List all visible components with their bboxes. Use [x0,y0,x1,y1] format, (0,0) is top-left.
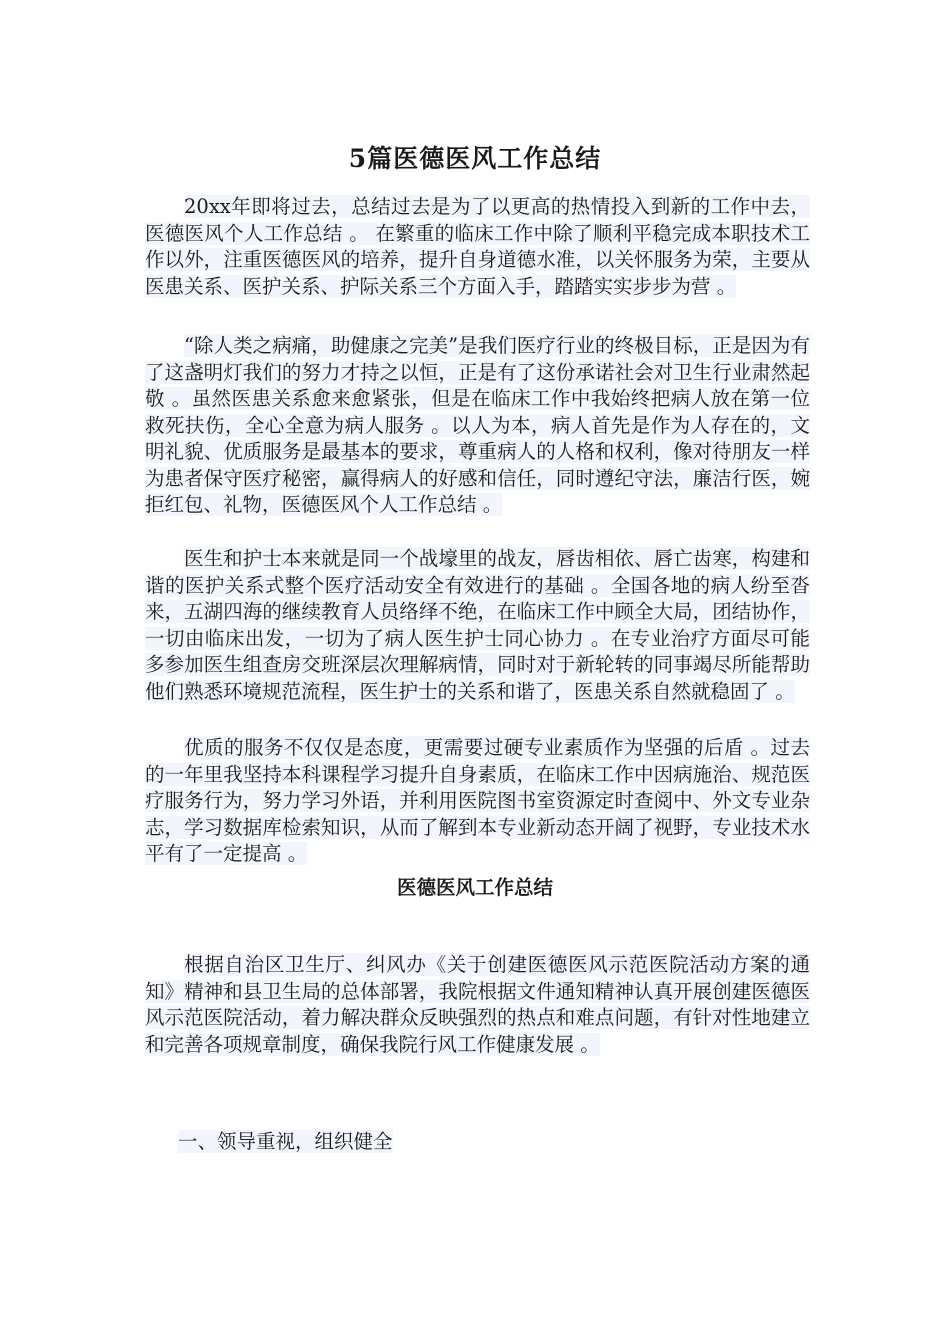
section-heading [178,1128,393,1156]
paragraph-1 [145,194,810,300]
section-subtitle: 医德医风工作总结 [396,876,553,899]
paragraph-5 [145,952,810,1058]
paragraph-5-text: 根据自治区卫生厅、纠风办《关于创建医德医风示范医院活动方案的通知》精神和县卫生局的总体部署，我院根据文件通知精神认真开展创建医德医风示范医院活动，着力解决群众反映强烈的热点和难点问题，有针对性地建立和完善各项规章制度，确保我院行风工作健康发展 。 [145,953,810,1056]
paragraph-4 [145,735,810,868]
document-title: 5篇医德医风工作总结 [348,144,602,173]
paragraph-1-text: 20xx年即将过去，总结过去是为了以更高的热情投入到新的工作中去，医德医风个人工作总结 。 在繁重的临床工作中除了顺利平稳完成本职技术工作以外，注重医德医风的培养，提升自身道德水准，以关怀服务为荣，主要从医患关系、医护关系、护际关系三个方面入手，踏踏实实步步为营 。 [145,195,810,298]
paragraph-2-text: “除人类之病痛，助健康之完美”是我们医疗行业的终极目标，正是因为有了这盏明灯我们的努力才持之以恒，正是有了这份承诺社会对卫生行业肃然起敬 。虽然医患关系愈来愈紧张，但是在临床工作中我始终把病人放在第一位救死扶伤，全心全意为病人服务 。以人为本，病人首先是作为人存在的，文明礼貌、优质服务是最基本的要求，尊重病人的人格和权利，像对待朋友一样为患者保守医疗秘密，赢得病人的好感和信任，同时遵纪守法，廉洁行医，婉拒红包、礼物，医德医风个人工作总结 。 [145,334,810,516]
paragraph-3 [145,546,810,705]
paragraph-2 [145,333,810,519]
section-heading-text: 一、领导重视，组织健全 [178,1130,393,1153]
paragraph-3-text: 医生和护士本来就是同一个战壕里的战友，唇齿相依、唇亡齿寒，构建和谐的医护关系式整个医疗活动安全有效进行的基础 。全国各地的病人纷至沓来，五湖四海的继续教育人员络绎不绝，在临床工作中顾全大局，团结协作，一切由临床出发，一切为了病人医生护士同心协力 。在专业治疗方面尽可能多参加医生组查房交班深层次理解病情，同时对于新轮转的同事竭尽所能帮助他们熟悉环境规范流程，医生护士的关系和谐了，医患关系自然就稳固了 。 [145,547,810,703]
paragraph-4-text: 优质的服务不仅仅是态度，更需要过硬专业素质作为坚强的后盾 。过去的一年里我坚持本科课程学习提升自身素质，在临床工作中因病施治、规范医疗服务行为，努力学习外语，并利用医院图书室资源定时查阅中、外文专业杂志，学习数据库检索知识，从而了解到本专业新动态开阔了视野，专业技术水平有了一定提高 。 [145,736,810,865]
